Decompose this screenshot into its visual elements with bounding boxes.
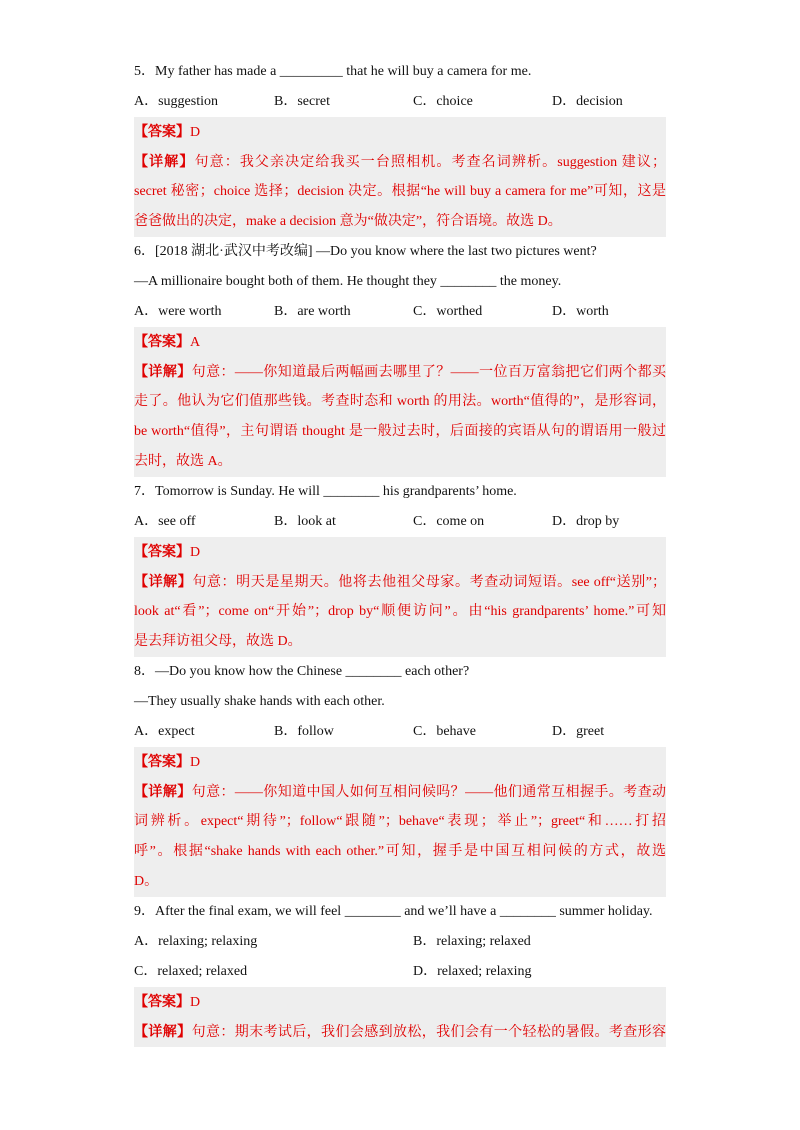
option-c: C．choice [413,94,473,109]
answer-value: D [190,755,201,770]
worksheet-page [134,57,666,1047]
explanation-line: look at“看”；come on“开始”；drop by“顺便访问”。由“his grandparents’ home.”可知 [134,604,666,619]
option-b: B．follow [274,724,334,739]
answer-tag: 【答案】 [134,544,190,560]
option-c: C．behave [413,724,476,739]
question-stem: 5．My father has made a _________ that he will buy a camera for me. [134,64,532,79]
question-stem: —They usually shake hands with each other. [134,694,385,709]
option-c: C．worthed [413,304,483,319]
explanation-text: 句意：我父亲决定给我买一台照相机。考查名词辨析。suggestion 建议； [194,155,666,170]
options-row [134,507,666,537]
explanation-text: 句意：期末考试后，我们会感到放松，我们会有一个轻松的暑假。考查形容 [191,1025,666,1040]
explain-tag: 【详解】 [134,364,192,380]
option-b: B．secret [274,94,330,109]
options-row [134,927,666,957]
answer-line [134,117,666,147]
option-c: C．relaxed; relaxed [134,964,248,979]
option-a: A．suggestion [134,94,218,109]
option-d: D．decision [552,94,623,109]
answer-line [134,747,666,777]
explain-tag: 【详解】 [134,574,193,590]
question-stem: 8．—Do you know how the Chinese ________ each other? [134,664,470,679]
answer-value: A [190,335,201,350]
option-d: D．greet [552,724,605,739]
option-a: A．see off [134,514,196,529]
answer-value: D [190,995,201,1010]
options-row [134,87,666,117]
question-8 [134,657,666,897]
answer-block [134,987,666,1047]
question-6 [134,237,666,477]
answer-tag: 【答案】 [134,754,190,770]
answer-line [134,987,666,1017]
explanation-line [134,147,666,177]
option-b: B．are worth [274,304,351,319]
explanation-line: D。 [134,874,159,889]
question-stem: 9．After the final exam, we will feel ________ and we’ll have a ________ summer holiday. [134,904,653,919]
explanation-line [134,777,666,807]
explanation-text: 句意：明天是星期天。他将去他祖父母家。考查动词短语。see off“送别”； [192,575,666,590]
answer-block [134,537,666,657]
options-row [134,957,666,987]
question-stem: 7．Tomorrow is Sunday. He will ________ his grandparents’ home. [134,484,517,499]
option-b: B．look at [274,514,336,529]
explanation-line: 是去拜访祖父母，故选 D。 [134,634,302,649]
options-row [134,297,666,327]
explanation-line: 爸爸做出的决定，make a decision 意为“做决定”，符合语境。故选 D。 [134,214,562,229]
answer-value: D [190,545,201,560]
explanation-line: be worth“值得”，主句谓语 thought 是一般过去时，后面接的宾语从句的谓语用一般过 [134,424,666,439]
explanation-line: 走了。他认为它们值那些钱。考查时态和 worth 的用法。worth“值得的”，是形容词， [134,394,666,409]
option-b: B．relaxing; relaxed [413,934,531,949]
question-5 [134,57,666,237]
answer-block [134,747,666,897]
option-d: D．relaxed; relaxing [413,964,532,979]
explanation-text: 句意：——你知道中国人如何互相问候吗？——他们通常互相握手。考查动 [191,785,666,800]
option-a: A．relaxing; relaxing [134,934,258,949]
answer-tag: 【答案】 [134,334,190,350]
explanation-line [134,357,666,387]
options-row [134,717,666,747]
explanation-text: 句意：——你知道最后两幅画去哪里了？——一位百万富翁把它们两个都买 [191,365,666,380]
option-a: A．were worth [134,304,222,319]
explanation-line: 词辨析。expect“期待”；follow“跟随”；behave“表现；举止”；greet“和……打招 [134,814,666,829]
option-d: D．worth [552,304,609,319]
question-stem: 6．[2018 湖北·武汉中考改编] —Do you know where the last two pictures went? [134,244,597,259]
question-9 [134,897,666,1047]
explain-tag: 【详解】 [134,154,195,170]
answer-tag: 【答案】 [134,994,190,1010]
explanation-line: 呼”。根据“shake hands with each other.”可知，握手是中国互相问候的方式，故选 [134,844,666,859]
question-stem: —A millionaire bought both of them. He thought they ________ the money. [134,274,562,289]
answer-block [134,327,666,477]
answer-line [134,327,666,357]
explain-tag: 【详解】 [134,784,192,800]
answer-tag: 【答案】 [134,124,190,140]
explanation-line: secret 秘密；choice 选择；decision 决定。根据“he will buy a camera for me”可知，这是 [134,184,666,199]
question-7 [134,477,666,657]
explanation-line [134,567,666,597]
option-d: D．drop by [552,514,620,529]
explain-tag: 【详解】 [134,1024,192,1040]
answer-block [134,117,666,237]
explanation-line: 去时，故选 A。 [134,454,232,469]
answer-line [134,537,666,567]
answer-value: D [190,125,201,140]
explanation-line [134,1017,666,1047]
option-c: C．come on [413,514,485,529]
option-a: A．expect [134,724,195,739]
